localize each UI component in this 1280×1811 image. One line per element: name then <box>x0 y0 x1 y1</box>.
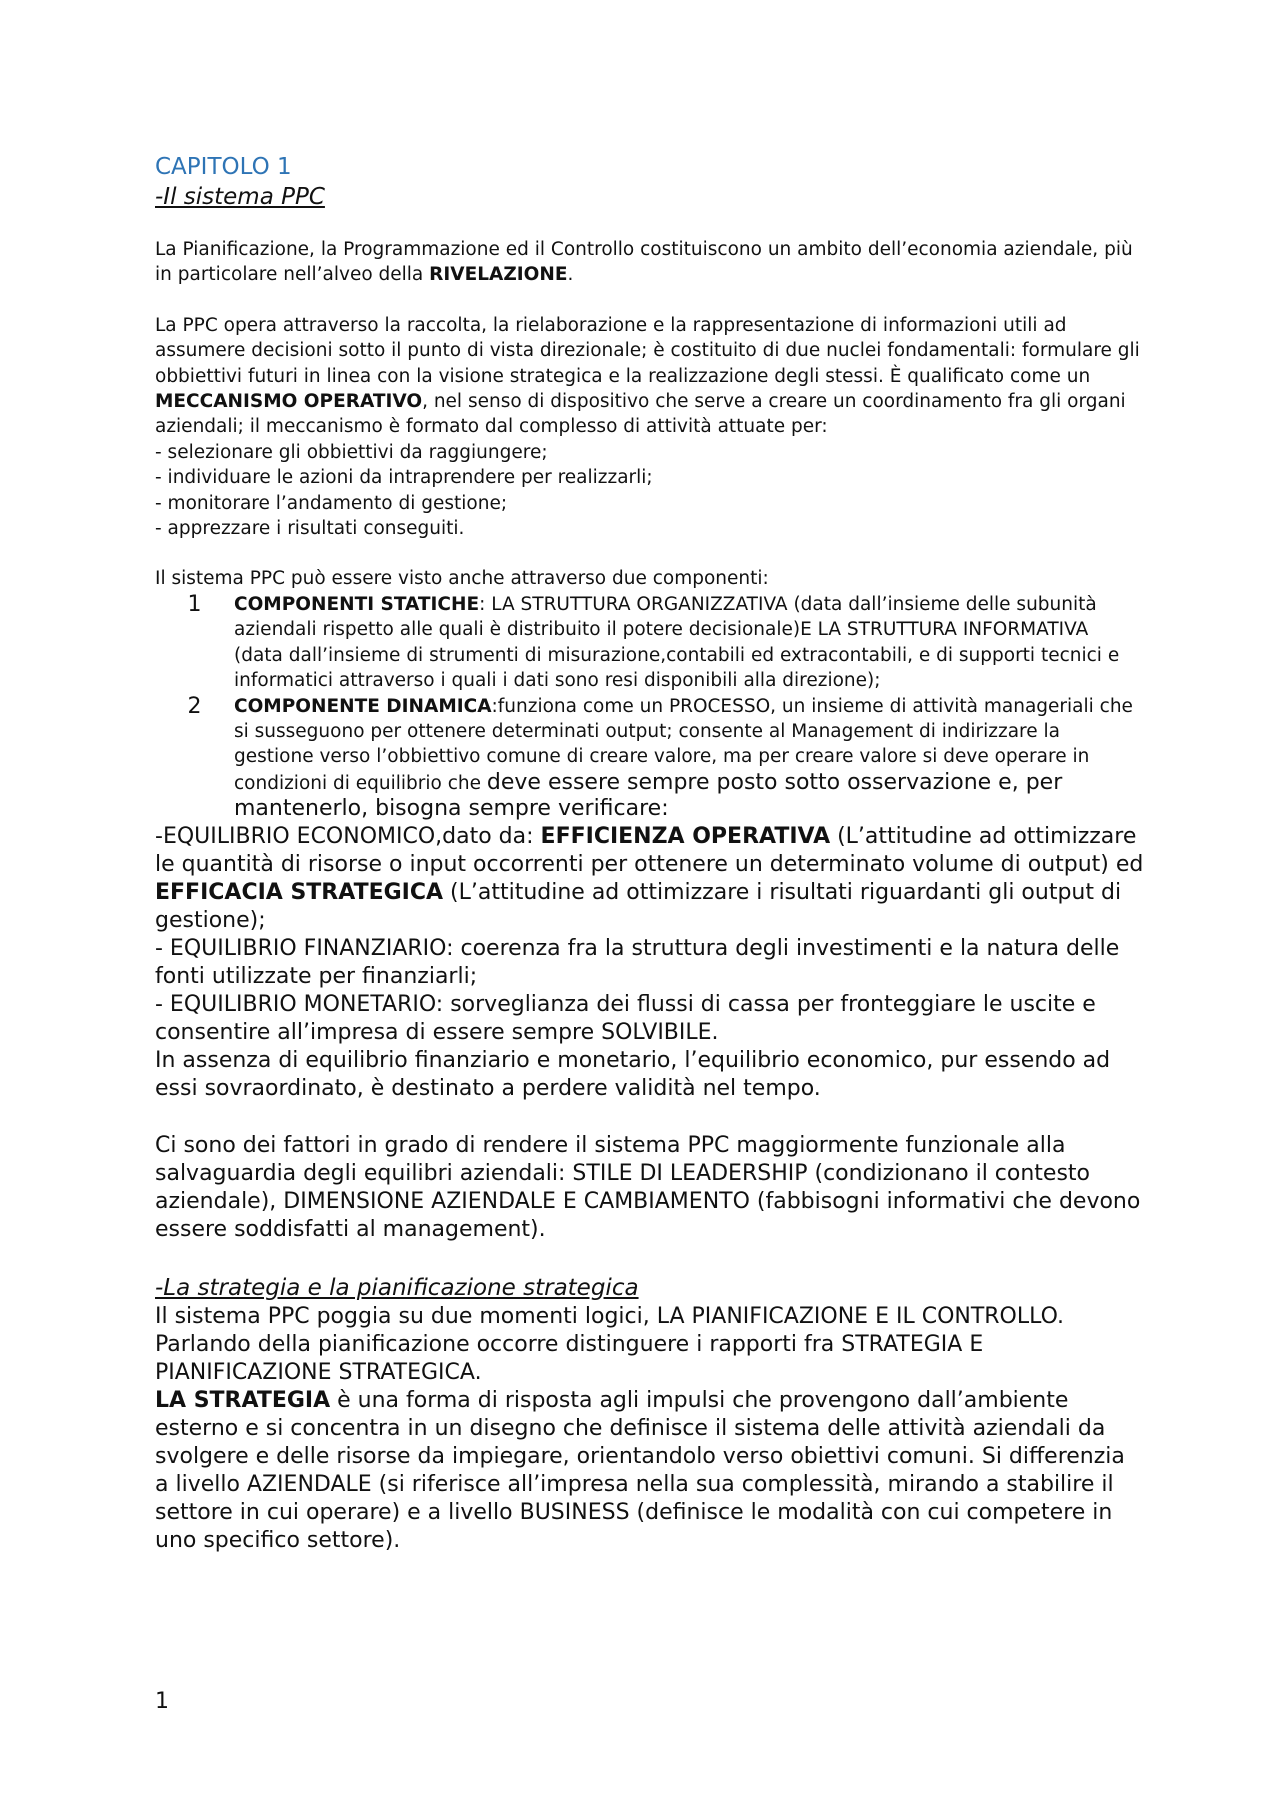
list-number: 2 <box>187 693 202 719</box>
list-item: - apprezzare i risultati conseguiti. <box>155 518 465 540</box>
equilibrio-finanziario: - EQUILIBRIO FINANZIARIO: coerenza fra la struttura degli investimenti e la natura delle fonti utilizzate per finanziarli; <box>155 935 1120 989</box>
list-item: - selezionare gli obbiettivi da raggiungere; <box>155 441 548 463</box>
section-title-ppc: -Il sistema PPC <box>155 184 325 210</box>
activities-list <box>155 440 1145 542</box>
chapter-heading: CAPITOLO 1 <box>155 154 292 180</box>
page-number: 1 <box>155 1689 169 1714</box>
equilibrio-monetario: - EQUILIBRIO MONETARIO: sorveglianza dei flussi di cassa per fronteggiare le uscite e consentire all’impresa di essere sempre SOLVIBILE. <box>155 991 1096 1045</box>
ppc-paragraph: La PPC opera attraverso la raccolta, la rielaborazione e la rappresentazione di informazioni utili ad assumere decisioni sotto il punto di vista direzionale; è costituito di due nuclei fondamentali: formulare gli obbiettivi futuri in linea con la visione strategica e la realizzazione degli stessi. È qualificato come un MECCANISMO OPERATIVO, nel senso di dispositivo che serve a creare un coordinamento fra gli organi aziendali; il meccanismo è formato dal complesso di attività attuate per: <box>155 314 1140 438</box>
list-item: - individuare le azioni da intraprendere per realizzarli; <box>155 467 653 489</box>
intro-paragraph: La Pianificazione, la Programmazione ed il Controllo costituiscono un ambito dell’economia aziendale, più in particolare nell’alveo della RIVELAZIONE. <box>155 239 1133 286</box>
components-intro: Il sistema PPC può essere visto anche attraverso due componenti: <box>155 568 769 590</box>
section-title-strategia: -La strategia e la pianificazione strategica <box>155 1274 639 1301</box>
momenti-paragraph: Il sistema PPC poggia su due momenti logici, LA PIANIFICAZIONE E IL CONTROLLO. <box>155 1303 1065 1329</box>
list-item: - monitorare l’andamento di gestione; <box>155 492 508 514</box>
components-list <box>155 592 1145 823</box>
component-item-static: 1 COMPONENTI STATICHE: LA STRUTTURA ORGANIZZATIVA (data dall’insieme delle subunità aziendali rispetto alle quali è distribuito il potere decisionale)E LA STRUTTURA INFORMATIVA (data dall’insieme di strumenti di misurazione,contabili ed extracontabili, e di supporti tecnici e informatici attraverso i quali i dati sono resi disponibili alla direzione); <box>155 592 1145 694</box>
component-item-dynamic: 2 COMPONENTE DINAMICA:funziona come un PROCESSO, un insieme di attività manageriali che si susseguono per ottenere determinati output; consente al Management di indirizzare la gestione verso l’obbiettivo comune di creare valore, ma per creare valore si deve operare in condizioni di equilibrio che deve essere sempre posto sotto osservazione e, per mantenerlo, bisogna sempre verificare: <box>155 694 1145 823</box>
document-content <box>155 152 1145 1555</box>
strategia-paragraph: LA STRATEGIA è una forma di risposta agli impulsi che provengono dall’ambiente esterno e si concentra in un disegno che definisce il sistema delle attività aziendali da svolgere e delle risorse da impiegare, orientandolo verso obiettivi comuni. Si differenzia a livello AZIENDALE (si riferisce all’impresa nella sua complessità, mirando a stabilire il settore in cui operare) e a livello BUSINESS (definisce le modalità con cui competere in uno specifico settore). <box>155 1387 1125 1553</box>
fattori-paragraph: Ci sono dei fattori in grado di rendere il sistema PPC maggiormente funzionale alla salvaguardia degli equilibri aziendali: STILE DI LEADERSHIP (condizionano il contesto aziendale), DIMENSIONE AZIENDALE E CAMBIAMENTO (fabbisogni informativi che devono essere soddisfatti al management). <box>155 1132 1141 1242</box>
rapporti-paragraph: Parlando della pianificazione occorre distinguere i rapporti fra STRATEGIA E PIANIFICAZIONE STRATEGICA. <box>155 1331 984 1385</box>
list-number: 1 <box>187 591 202 617</box>
equilibrio-economico: -EQUILIBRIO ECONOMICO,dato da: EFFICIENZA OPERATIVA (L’attitudine ad ottimizzare le quantità di risorse o input occorrenti per ottenere un determinato volume di output) ed EFFICACIA STRATEGICA (L’attitudine ad ottimizzare i risultati riguardanti gli output di gestione); <box>155 823 1144 933</box>
equilibrio-note: In assenza di equilibrio finanziario e monetario, l’equilibrio economico, pur essendo ad essi sovraordinato, è destinato a perdere validità nel tempo. <box>155 1047 1111 1101</box>
